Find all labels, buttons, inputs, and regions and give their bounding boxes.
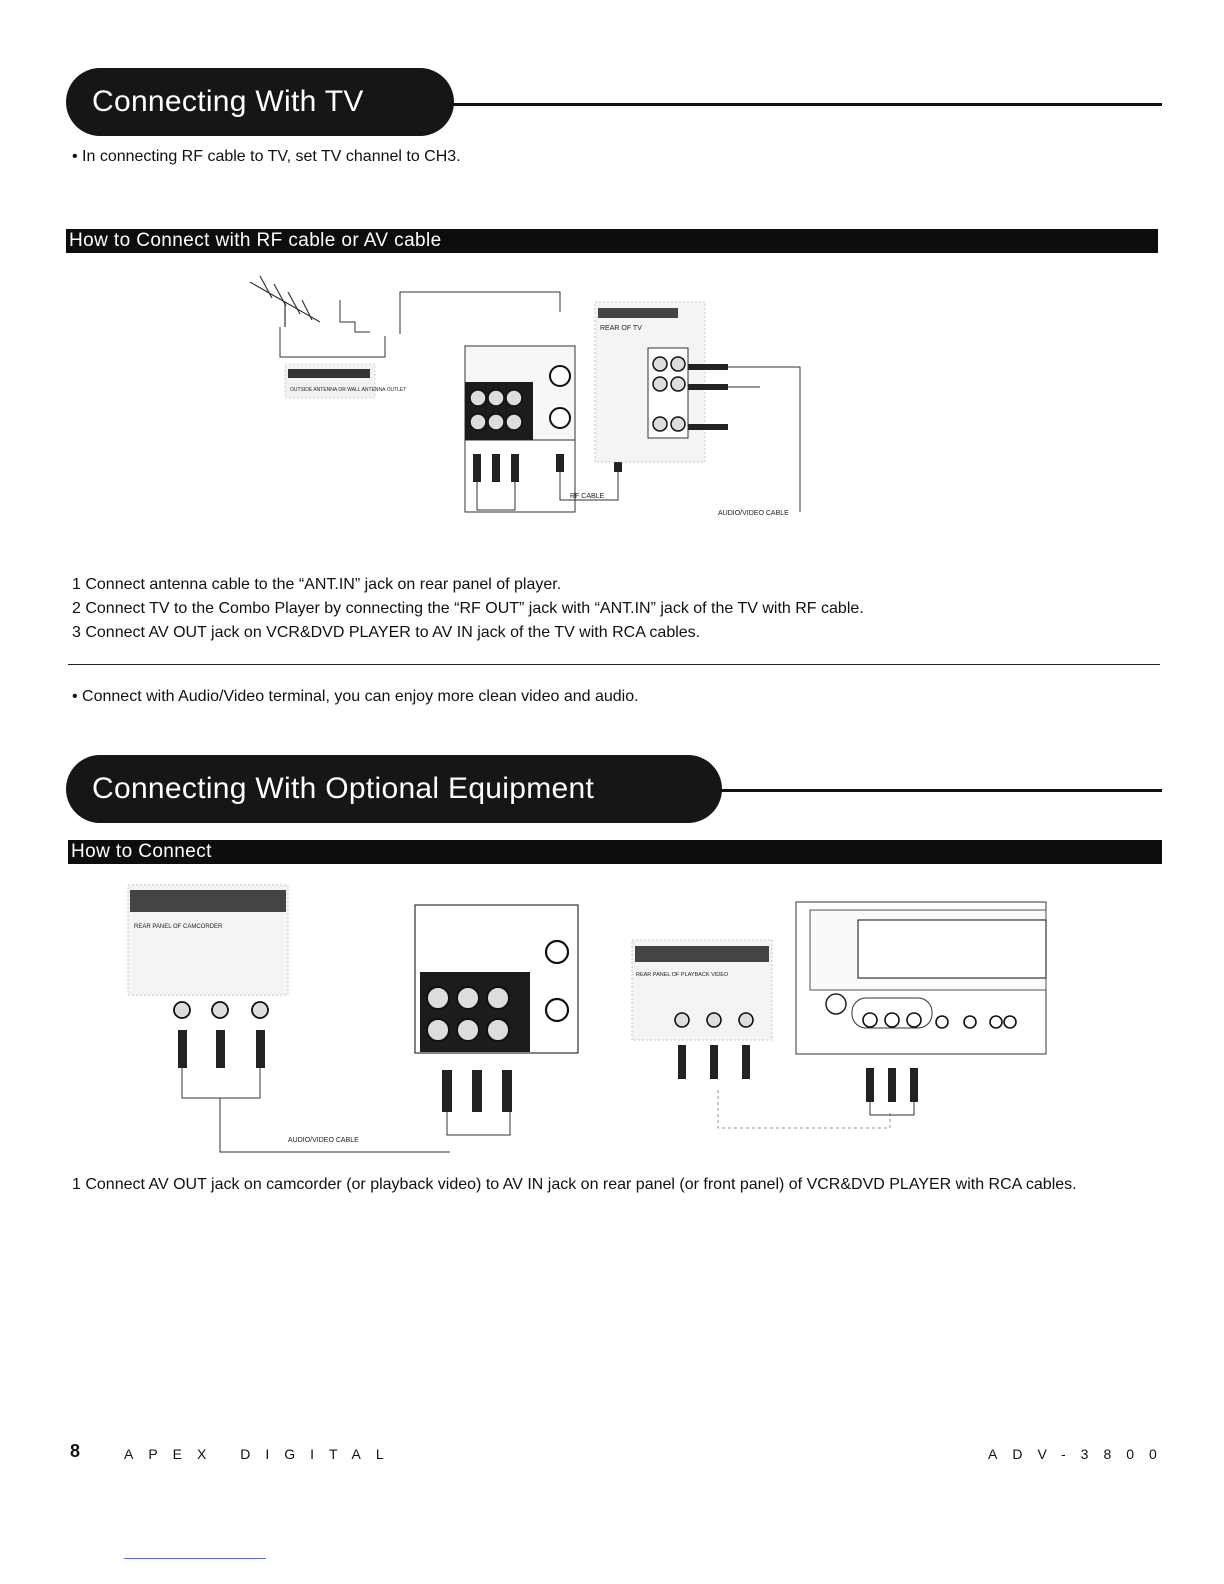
header-rule [450,103,1162,106]
brand-name: APEX DIGITAL [124,1446,399,1462]
camcorder-label: REAR PANEL OF CAMCORDER [134,924,223,930]
section-title-connecting-with-tv [66,68,454,136]
blue-rule [124,1558,266,1559]
rf-channel-note: • In connecting RF cable to TV, set TV channel to CH3. [72,148,461,165]
header-rule [718,789,1162,792]
optional-step-1: 1 Connect AV OUT jack on camcorder (or playback video) to AV IN jack on rear panel (or front panel) of VCR&DVD PLAYER with RCA cables. [72,1176,1077,1193]
playback-label: REAR PANEL OF PLAYBACK VIDEO [636,972,729,978]
section-title-text: Connecting With TV [92,85,364,118]
step-2: 2 Connect TV to the Combo Player by connecting the “RF OUT” jack with “ANT.IN” jack of the TV with RF cable. [72,600,864,617]
av-cable-label: AUDIO/VIDEO CABLE [718,510,789,517]
outlet-label: OUTSIDE ANTENNA OR WALL ANTENNA OUTLET [290,387,407,393]
step-1: 1 Connect antenna cable to the “ANT.IN” jack on rear panel of player. [72,576,562,593]
tv-connection-diagram [240,272,820,532]
section-title-text: Connecting With Optional Equipment [92,772,595,805]
divider [68,664,1160,665]
tv-rear-label: REAR OF TV [600,325,642,332]
model-number: ADV-3800 [988,1446,1172,1462]
antenna-icon [250,276,320,327]
subheading-text: How to Connect with RF cable or AV cable [69,230,442,251]
subheading-how-to-connect [68,840,1162,864]
optional-equipment-diagram [120,880,1060,1155]
subheading-text: How to Connect [71,841,212,862]
rf-cable-label: RF CABLE [570,493,605,500]
subheading-rf-av [66,229,1158,253]
section-title-optional-equipment [66,755,722,823]
av-tip: • Connect with Audio/Video terminal, you can enjoy more clean video and audio. [72,688,639,705]
step-3: 3 Connect AV OUT jack on VCR&DVD PLAYER to AV IN jack of the TV with RCA cables. [72,624,701,641]
page-number: 8 [70,1441,81,1461]
av-cable-label: AUDIO/VIDEO CABLE [288,1137,359,1144]
